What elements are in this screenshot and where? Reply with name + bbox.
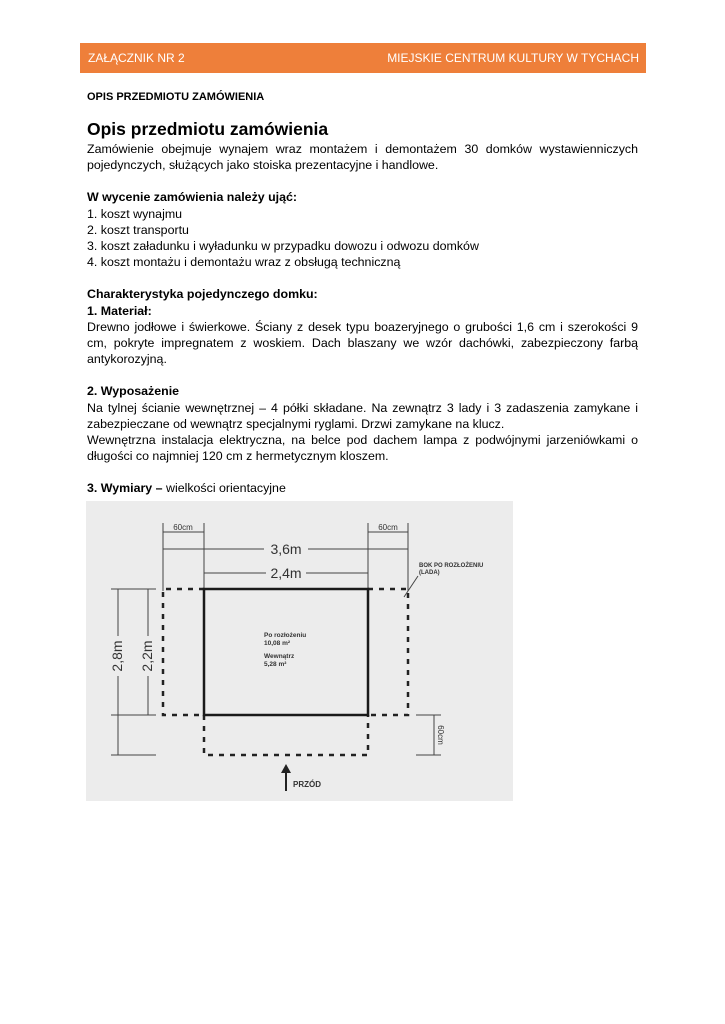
dim-inner-height: 2,2m [139, 640, 155, 672]
document-subtitle: OPIS PRZEDMIOTU ZAMÓWIENIA [87, 91, 265, 103]
area-open-value: 10,08 m² [264, 640, 291, 647]
side-label-2: (LADA) [419, 570, 440, 576]
equipment-heading: 2. Wyposażenie [87, 384, 180, 399]
dim-outer-height: 2,8m [109, 640, 125, 672]
list-item: 3. koszt załadunku i wyładunku w przypadku dowozu i odwozu domków [87, 239, 479, 254]
intro-paragraph: Zamówienie obejmuje wynajem wraz montażem i demontażem 30 domków wystawienniczych pojedynczych, służących jako stoiska prezentacyjne i handlowe. [87, 142, 638, 173]
header-attachment-label: ZAŁĄCZNIK NR 2 [88, 51, 185, 65]
extension-lines [111, 523, 441, 755]
front-arrow-icon [281, 764, 291, 791]
front-label: PRZÓD [293, 780, 321, 789]
dim-60-bottom: 60cm [436, 725, 445, 745]
list-item: 4. koszt montażu i demontażu wraz z obsługą techniczną [87, 255, 401, 270]
floor-plan-svg [86, 501, 513, 801]
dim-60-left: 60cm [173, 523, 193, 532]
side-pointer-line [404, 576, 418, 597]
list-item: 1. koszt wynajmu [87, 206, 183, 221]
material-heading: 1. Materiał: [87, 303, 152, 318]
dim-outer-width: 3,6m [270, 541, 302, 557]
costs-list [87, 206, 638, 271]
area-inside-value: 5,28 m² [264, 661, 287, 668]
electrical-paragraph: Wewnętrzna instalacja elektryczna, na belce pod dachem lampa z podwójnymi jarzeniówkami o długości co najmniej 120 cm z hermetycznym kloszem. [87, 433, 638, 464]
page-header [80, 43, 646, 73]
list-item: 2. koszt transportu [87, 222, 189, 237]
floor-plan-drawing [86, 501, 513, 801]
equipment-paragraph: Na tylnej ścianie wewnętrznej – 4 półki składane. Na zewnątrz 3 lady i 3 zadaszenia zamykane i zabezpieczane od wewnątrz specjalnymi ryglami. Drzwi zamykane na klucz. [87, 400, 638, 431]
counter-outline [163, 589, 408, 755]
side-label-1: BOK PO ROZŁOŻENIU [419, 563, 484, 569]
dim-60-right: 60cm [378, 523, 398, 532]
dimensions-heading: 3. Wymiary – wielkości orientacyjne [87, 481, 286, 496]
characteristics-heading: Charakterystyka pojedynczego domku: [87, 287, 318, 302]
dim-inner-width: 2,4m [270, 565, 302, 581]
document-body [87, 118, 638, 497]
area-inside-label: Wewnątrz [264, 653, 295, 660]
area-open-label: Po rozłożeniu [264, 632, 307, 639]
document-title: Opis przedmiotu zamówienia [87, 119, 329, 139]
material-paragraph: Drewno jodłowe i świerkowe. Ściany z desek typu boazeryjnego o grubości 1,6 cm i szerokości 9 cm, pokryte impregnatem z woskiem. Dach blaszany we wzór dachówki, zabezpieczony farbą antykorozyjną. [87, 319, 638, 367]
costs-heading: W wycenie zamówienia należy ująć: [87, 190, 298, 205]
header-organization: MIEJSKIE CENTRUM KULTURY W TYCHACH [387, 51, 639, 65]
house-outline [204, 589, 368, 715]
